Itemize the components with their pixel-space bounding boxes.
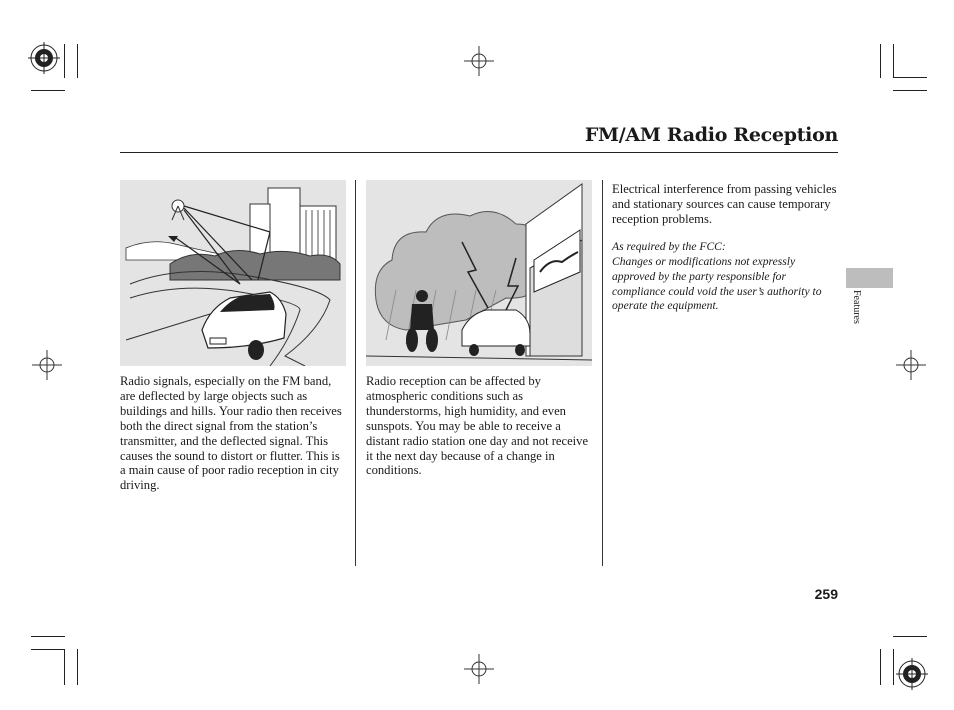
thunderstorm-illustration (366, 180, 592, 366)
section-tab-label: Features (851, 290, 862, 324)
page-number: 259 (814, 586, 838, 602)
section-tab (846, 268, 893, 288)
city-signal-illustration (120, 180, 346, 366)
column-divider (602, 180, 603, 566)
fcc-heading: As required by the FCC: (612, 240, 726, 253)
fcc-notice: Changes or modifications not expressly approved by the party responsible for compliance could void the user’s authority to operate the equipment. (612, 255, 822, 313)
registration-target-icon (28, 42, 60, 74)
crosshair-icon (32, 350, 62, 380)
crosshair-icon (464, 46, 494, 76)
page-title: FM/AM Radio Reception (584, 124, 838, 146)
crosshair-icon (464, 654, 494, 684)
column-3-text: Electrical interference from passing vehicles and stationary sources can cause temporary reception problems. (612, 182, 837, 226)
crosshair-icon (896, 350, 926, 380)
column-divider (355, 180, 356, 566)
column-1-text: Radio signals, especially on the FM band, are deflected by large objects such as buildings and hills. Your radio then receives both the direct signal from the station’s transmitter, and the deflected signal. This causes the sound to distort or flutter. This is a main cause of poor radio reception in city driving. (120, 374, 342, 493)
registration-target-icon (896, 658, 928, 690)
header-rule (120, 152, 838, 153)
column-2-text: Radio reception can be affected by atmospheric conditions such as thunderstorms, high humidity, and even sunspots. You may be able to receive a distant radio station one day and not receive it the next day because of a change in conditions. (366, 374, 589, 478)
